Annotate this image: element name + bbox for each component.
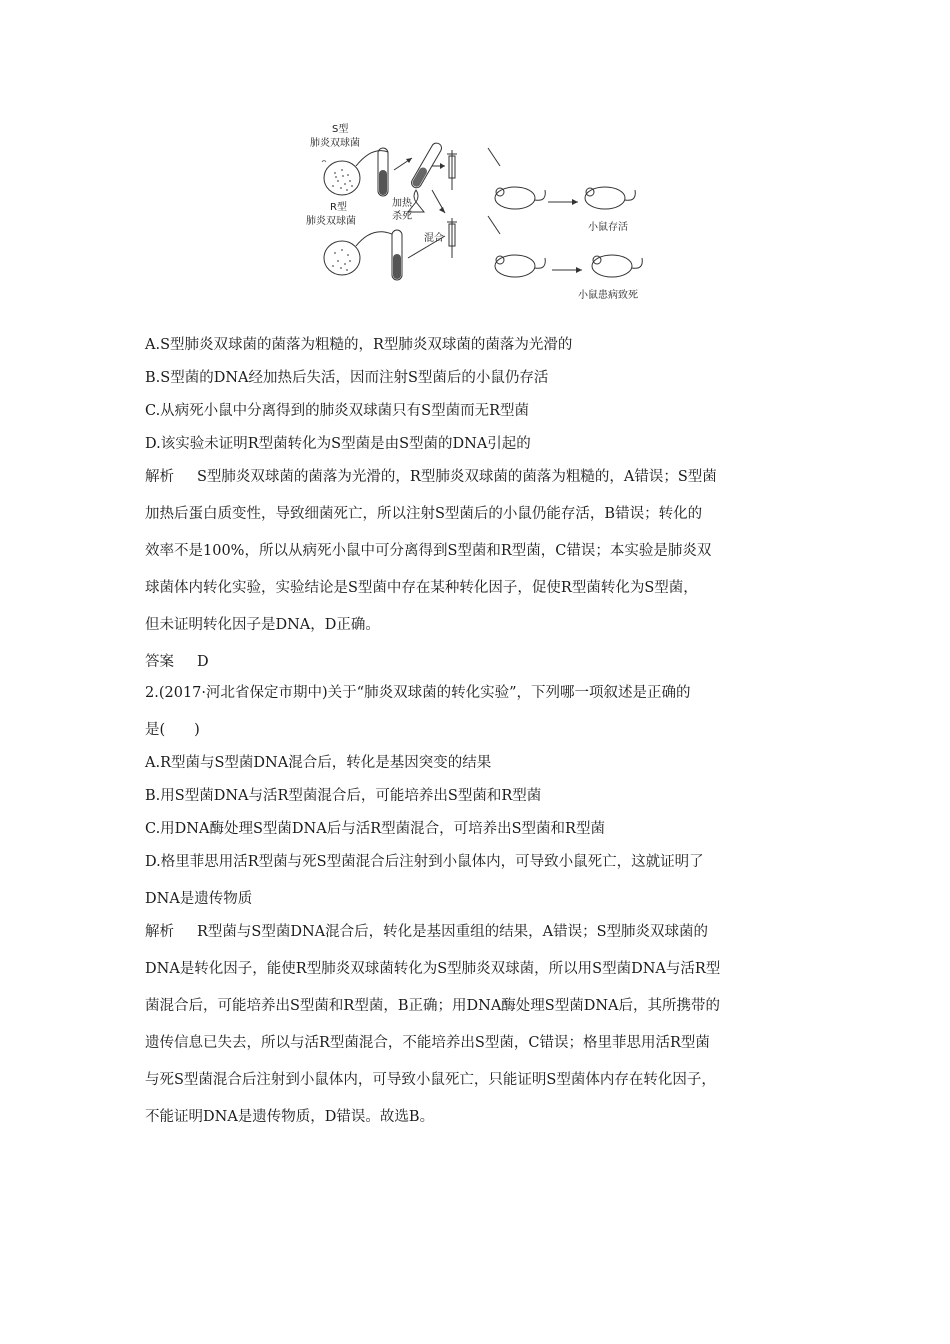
arrow-head-m1 — [572, 199, 578, 205]
q1-option-b: B.S型菌的DNA经加热后失活，因而注射S型菌后的小鼠仍存活 — [145, 370, 549, 386]
q1-answer-label: 答案 — [145, 654, 174, 670]
label-mix: 混合 — [424, 233, 444, 244]
q1-analysis-line-2: 加热后蛋白质变性，导致细菌死亡，所以注射S型菌后的小鼠仍能存活，B错误；转化的 — [145, 506, 703, 522]
q1-answer-value: D — [197, 654, 209, 670]
q2-analysis-line-3: 菌混合后，可能培养出S型菌和R型菌，B正确；用DNA酶处理S型菌DNA后，其所携带的 — [145, 998, 721, 1014]
label-r-type: R型 — [330, 202, 347, 213]
s-tube-liquid — [379, 170, 387, 195]
q2-option-d-line-1: D.格里菲思用活R型菌与死S型菌混合后注射到小鼠体内，可导致小鼠死亡，这就证明了 — [145, 854, 704, 870]
arrow-head-m2 — [576, 267, 582, 273]
s-colony-dots — [332, 169, 353, 191]
heated-tube — [410, 141, 444, 189]
r-tube-liquid — [393, 254, 401, 279]
label-r-bacteria: 肺炎双球菌 — [306, 216, 356, 227]
label-heat-2: 杀死 — [392, 211, 412, 222]
document-body — [145, 332, 815, 1141]
label-s-type: S型 — [332, 124, 349, 135]
label-mouse-dead: 小鼠患病致死 — [578, 290, 638, 301]
q1-analysis-line-4: 球菌体内转化实验，实验结论是S型菌中存在某种转化因子，促使R型菌转化为S型菌， — [145, 580, 698, 596]
q1-option-c: C.从病死小鼠中分离得到的肺炎双球菌只有S型菌而无R型菌 — [145, 403, 530, 419]
arrow-head-heat — [406, 158, 412, 163]
mouse-dead — [592, 255, 642, 277]
label-mouse-alive: 小鼠存活 — [588, 222, 628, 233]
q1-analysis-line-5: 但未证明转化因子是DNA，D正确。 — [145, 617, 380, 633]
mouse-injected-1 — [495, 187, 545, 209]
s-transfer-arrow — [356, 151, 388, 166]
q2-stem-line-2: 是( ) — [145, 722, 200, 738]
needle-arrow-2 — [488, 216, 500, 234]
flame-icon — [414, 190, 418, 202]
q1-option-d: D.该实验未证明R型菌转化为S型菌是由S型菌的DNA引起的 — [145, 436, 531, 452]
q1-analysis-text-1: S型肺炎双球菌的菌落为光滑的，R型肺炎双球菌的菌落为粗糙的，A错误；S型菌 — [197, 469, 717, 485]
label-s-bacteria: 肺炎双球菌 — [310, 138, 360, 149]
label-heat-1: 加热 — [392, 198, 412, 209]
mouse-injected-2 — [495, 255, 545, 277]
q2-analysis-line-1 — [145, 919, 815, 956]
needle-arrow-1 — [488, 148, 500, 166]
syringe-2-icon — [447, 218, 457, 258]
r-petri-dish — [324, 241, 360, 275]
q2-option-c: C.用DNA酶处理S型菌DNA后与活R型菌混合，可培养出S型菌和R型菌 — [145, 821, 605, 837]
q2-analysis-line-5: 与死S型菌混合后注射到小鼠体内，可导致小鼠死亡，只能证明S型菌体内存在转化因子， — [145, 1072, 716, 1088]
q2-stem-line-1: 2.(2017·河北省保定市期中)关于“肺炎双球菌的转化实验”，下列哪一项叙述是正确的 — [145, 685, 691, 701]
r-colony-dots — [332, 249, 351, 271]
griffith-experiment-diagram — [300, 118, 660, 308]
experiment-figure — [300, 118, 660, 308]
q1-analysis-label: 解析 — [145, 469, 174, 485]
q1-answer — [145, 649, 815, 680]
q2-analysis-line-4: 遗传信息已失去，所以与活R型菌混合，不能培养出S型菌，C错误；格里菲思用活R型菌 — [145, 1035, 710, 1051]
q1-analysis-line-1 — [145, 464, 815, 501]
q2-analysis-text-1: R型菌与S型菌DNA混合后，转化是基因重组的结果，A错误；S型肺炎双球菌的 — [197, 924, 709, 940]
q2-analysis-label: 解析 — [145, 924, 174, 940]
q1-analysis-line-3: 效率不是100%，所以从病死小鼠中可分离得到S型菌和R型菌，C错误；本实验是肺炎双 — [145, 543, 712, 559]
r-transfer-arrow — [356, 232, 392, 246]
q1-option-a: A.S型肺炎双球菌的菌落为粗糙的，R型肺炎双球菌的菌落为光滑的 — [145, 337, 573, 353]
arrow-head-2 — [439, 207, 445, 213]
s-loop-icon — [322, 161, 326, 163]
q2-option-b: B.用S型菌DNA与活R型菌混合后，可能培养出S型菌和R型菌 — [145, 788, 542, 804]
q2-analysis-line-2: DNA是转化因子，能使R型肺炎双球菌转化为S型肺炎双球菌，所以用S型菌DNA与活R型 — [145, 961, 721, 977]
syringe-1-icon — [447, 150, 457, 190]
q2-analysis-line-6: 不能证明DNA是遗传物质，D错误。故选B。 — [145, 1109, 435, 1125]
q2-option-a: A.R型菌与S型菌DNA混合后，转化是基因突变的结果 — [145, 755, 492, 771]
arrow-head-1 — [440, 163, 445, 169]
s-petri-dish — [324, 161, 360, 195]
q2-option-d-line-2: DNA是遗传物质 — [145, 891, 253, 907]
mouse-alive — [585, 187, 635, 209]
